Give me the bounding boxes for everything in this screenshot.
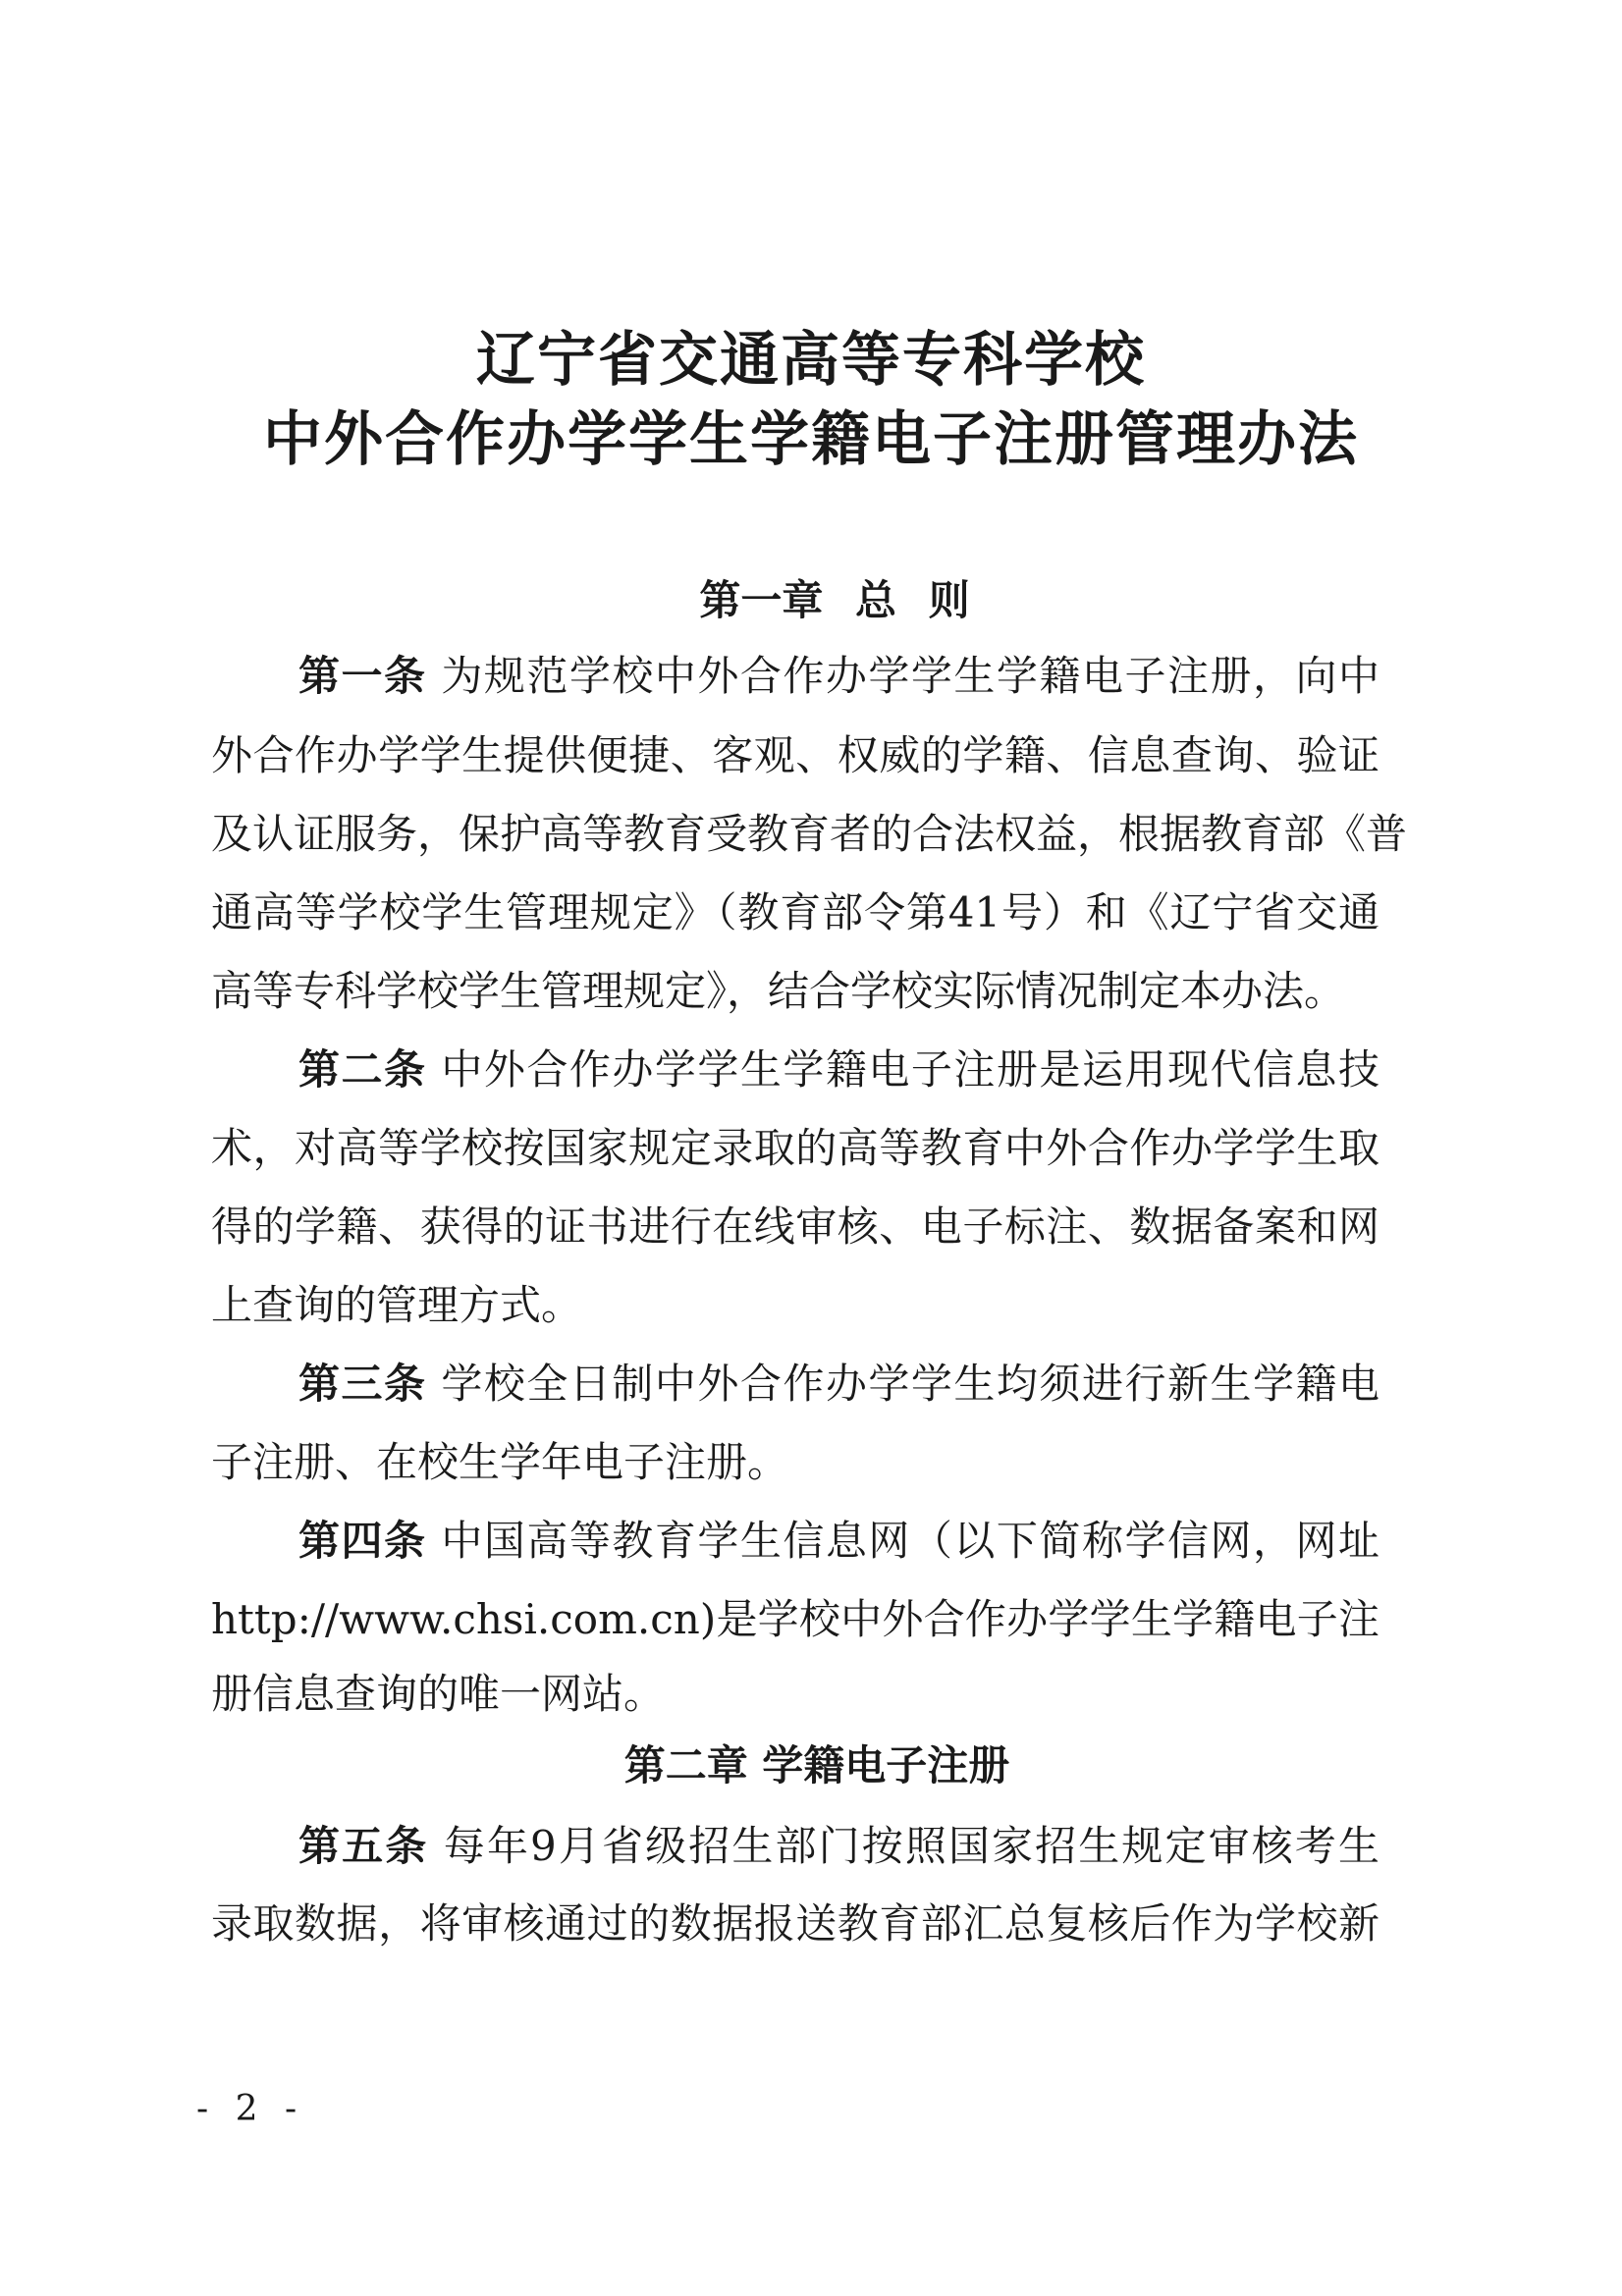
article-4-line-3: 册信息查询的唯一网站。 <box>211 1670 666 1718</box>
article-4-label: 第四条 <box>298 1517 427 1565</box>
document-title-line-2: 中外合作办学学生学籍电子注册管理办法 <box>263 405 1359 474</box>
article-5-label: 第五条 <box>298 1822 429 1870</box>
article-1-line-1 <box>298 652 1379 700</box>
chapter-heading-2: 第二章 学籍电子注册 <box>623 1741 1010 1789</box>
article-3-text-1: 学校全日制中外合作办学学生均须进行新生学籍电 <box>441 1360 1379 1408</box>
article-1-text-1: 为规范学校中外合作办学学生学籍电子注册，向中 <box>441 652 1379 700</box>
article-5-line-2: 录取数据，将审核通过的数据报送教育部汇总复核后作为学校新 <box>211 1899 1379 1948</box>
page-number: - 2 - <box>196 2089 305 2129</box>
article-1-line-3: 及认证服务，保护高等教育受教育者的合法权益，根据教育部《普 <box>211 810 1408 858</box>
document-title-line-1: 辽宁省交通高等专科学校 <box>476 326 1146 395</box>
article-4-line-1 <box>298 1517 1379 1565</box>
article-3-line-2: 子注册、在校生学年电子注册。 <box>211 1438 789 1486</box>
article-5-line-1 <box>298 1822 1379 1870</box>
article-2-line-3: 得的学籍、获得的证书进行在线审核、电子标注、数据备案和网 <box>211 1202 1379 1251</box>
article-1-label: 第一条 <box>298 652 427 700</box>
article-2-line-4: 上查询的管理方式。 <box>211 1281 583 1329</box>
article-5-text-1: 每年9月省级招生部门按照国家招生规定审核考生 <box>443 1822 1379 1870</box>
chapter-heading-1: 第一章 总 则 <box>699 576 970 624</box>
article-2-label: 第二条 <box>298 1045 427 1094</box>
article-2-line-1 <box>298 1045 1379 1094</box>
article-1-line-2: 外合作办学学生提供便捷、客观、权威的学籍、信息查询、验证 <box>211 731 1379 779</box>
article-3-line-1 <box>298 1360 1379 1408</box>
article-4-text-1: 中国高等教育学生信息网（以下简称学信网，网址 <box>441 1517 1379 1565</box>
article-1-line-4: 通高等学校学生管理规定》（教育部令第41号）和《辽宁省交通 <box>211 888 1379 936</box>
article-4-line-2: http://www.chsi.com.cn)是学校中外合作办学学生学籍电子注 <box>211 1595 1379 1643</box>
article-2-line-2: 术，对高等学校按国家规定录取的高等教育中外合作办学学生取 <box>211 1124 1379 1172</box>
article-1-line-5: 高等专科学校学生管理规定》，结合学校实际情况制定本办法。 <box>211 967 1346 1015</box>
article-3-label: 第三条 <box>298 1360 427 1408</box>
article-2-text-1: 中外合作办学学生学籍电子注册是运用现代信息技 <box>441 1045 1379 1094</box>
